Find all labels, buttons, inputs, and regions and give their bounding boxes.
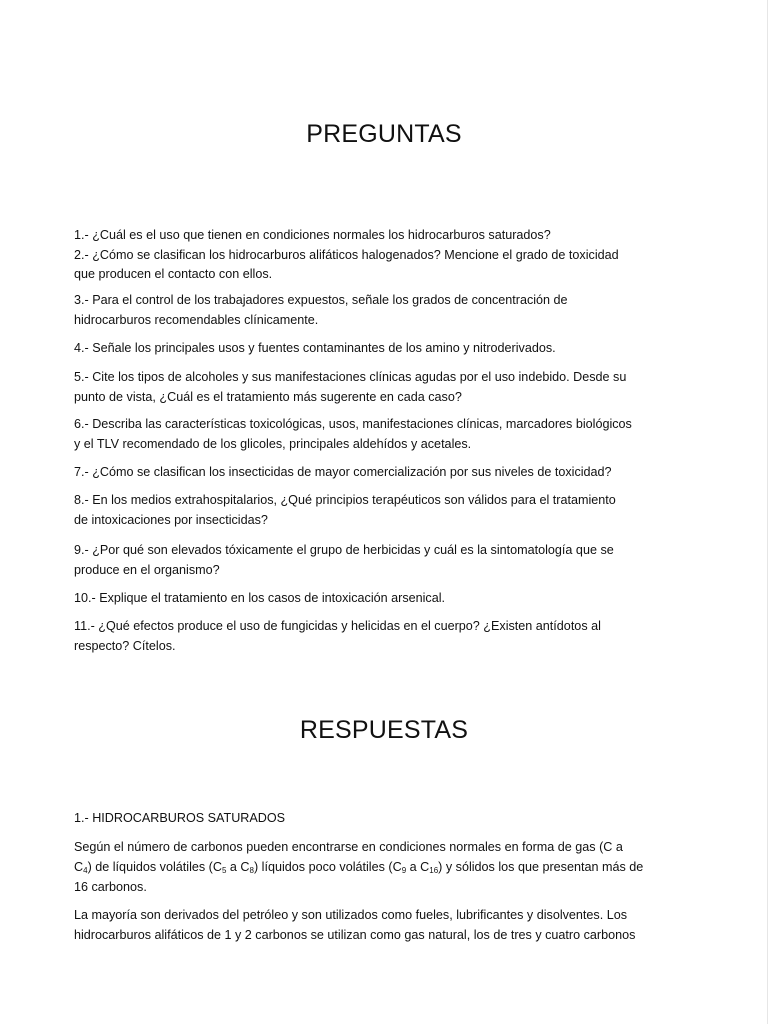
- subscript-9: 9: [401, 865, 407, 875]
- question-5-line-1: 5.- Cite los tipos de alcoholes y sus manifestaciones clínicas agudas por el uso indebido. Desde su: [74, 370, 627, 384]
- question-7: [74, 463, 700, 483]
- subscript-16: 16: [429, 865, 439, 875]
- subscript-4: 4: [83, 865, 88, 875]
- answer-1-p1-text-volatiles: ) de líquidos volátiles (C: [87, 859, 222, 874]
- question-8-line-2: de intoxicaciones por insecticidas?: [74, 512, 268, 527]
- question-6: [74, 415, 700, 454]
- question-9: [74, 541, 700, 580]
- question-7-text: 7.- ¿Cómo se clasifican los insecticidas de mayor comercialización por sus niveles de toxicidad?: [74, 465, 612, 479]
- answer-1-p1-text-c: C: [74, 859, 84, 874]
- question-6-line-1: 6.- Describa las características toxicológicas, usos, manifestaciones clínicas, marcadores biológicos: [74, 417, 632, 431]
- answer-1-p1-text-poco: ) líquidos poco volátiles (C: [253, 859, 402, 874]
- answer-1-p2-line-2: hidrocarburos alifáticos de 1 y 2 carbonos se utilizan como gas natural, los de tres y cuatro carbonos: [74, 927, 636, 942]
- question-2-line-1: 2.- ¿Cómo se clasifican los hidrocarburos alifáticos halogenados? Mencione el grado de toxicidad: [74, 247, 619, 262]
- question-4-text: 4.- Señale los principales usos y fuentes contaminantes de los amino y nitroderivados.: [74, 341, 556, 355]
- answer-1-paragraph-1: [74, 838, 700, 898]
- preguntas-title: PREGUNTAS: [306, 120, 462, 148]
- answer-1-p1-line-3: 16 carbonos.: [74, 880, 147, 894]
- question-3-line-1: 3.- Para el control de los trabajadores expuestos, señale los grados de concentración de: [74, 293, 568, 307]
- question-9-line-1: 9.- ¿Por qué son elevados tóxicamente el grupo de herbicidas y cuál es la sintomatología que se: [74, 543, 614, 557]
- question-10-text: 10.- Explique el tratamiento en los casos de intoxicación arsenical.: [74, 591, 446, 605]
- answer-1-heading-text: 1.- HIDROCARBUROS SATURADOS: [74, 811, 286, 825]
- answer-1-p1-line-1: Según el número de carbonos pueden encontrarse en condiciones normales en forma de gas (C a: [74, 840, 623, 854]
- question-8: [74, 491, 700, 530]
- answer-1-p1-text-a1: a C: [226, 859, 250, 874]
- question-8-line-1: 8.- En los medios extrahospitalarios, ¿Qué principios terapéuticos son válidos para el tratamiento: [74, 493, 616, 507]
- question-11-line-2: respecto? Cítelos.: [74, 638, 176, 653]
- answer-1-p1-text-solidos: ) y sólidos los que presentan más de: [438, 859, 644, 874]
- question-9-line-2: produce en el organismo?: [74, 562, 220, 577]
- question-11: [74, 617, 694, 656]
- question-10: [74, 589, 694, 609]
- question-6-line-2: y el TLV recomendado de los glicoles, principales aldehídos y acetales.: [74, 436, 472, 451]
- subscript-8: 8: [249, 865, 254, 875]
- subscript-5: 5: [221, 865, 227, 875]
- question-1: 1.- ¿Cuál es el uso que tienen en condiciones normales los hidrocarburos saturados?: [74, 228, 551, 242]
- respuestas-title: RESPUESTAS: [299, 716, 469, 744]
- answer-1-p2-line-1: La mayoría son derivados del petróleo y son utilizados como fueles, lubrificantes y disolventes. Los: [74, 908, 628, 922]
- question-3-line-2: hidrocarburos recomendables clínicamente.: [74, 312, 319, 327]
- questions-1-2: [74, 226, 700, 285]
- question-4: [74, 339, 694, 359]
- question-2-line-2: que producen el contacto con ellos.: [74, 267, 273, 281]
- question-5: [74, 368, 700, 407]
- question-5-line-2: punto de vista, ¿Cuál es el tratamiento más sugerente en cada caso?: [74, 389, 462, 404]
- answer-1-p1-text-a2: a C: [406, 859, 430, 874]
- answer-1-paragraph-2: [74, 906, 700, 945]
- question-3: [74, 291, 694, 330]
- question-11-line-1: 11.- ¿Qué efectos produce el uso de fungicidas y helicidas en el cuerpo? ¿Existen antídotos al: [74, 619, 601, 633]
- answer-1-heading: [74, 809, 694, 829]
